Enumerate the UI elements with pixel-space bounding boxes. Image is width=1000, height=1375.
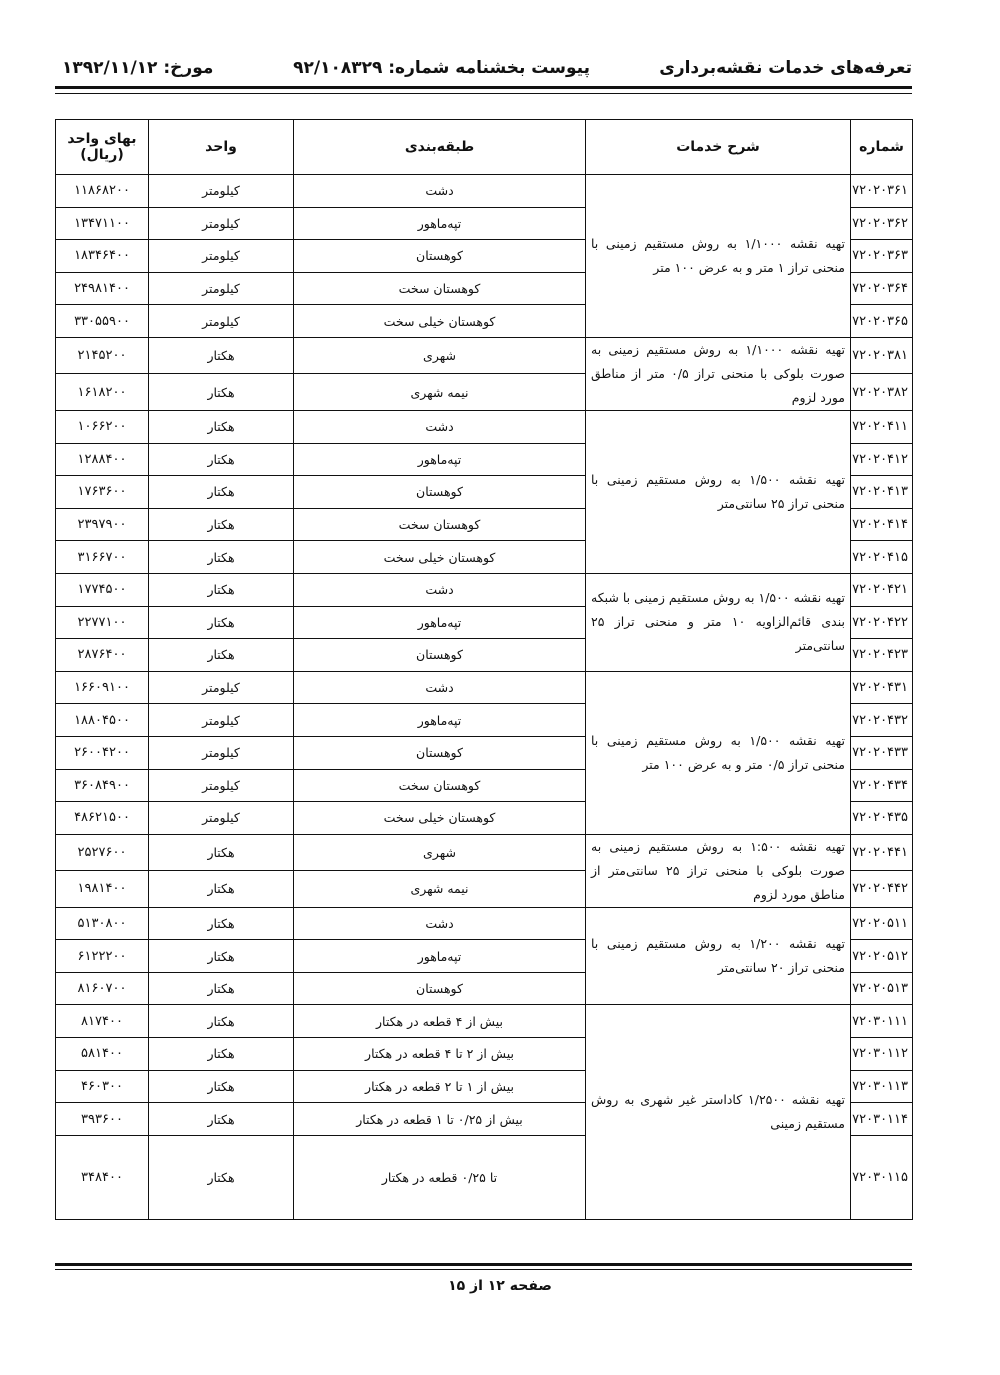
header-rule-thin <box>55 93 912 94</box>
unit-cell: کیلومتر <box>149 272 294 305</box>
unit-price-cell: ۴۸۶۲۱۵۰۰ <box>56 802 149 835</box>
unit-price-cell: ۲۸۷۶۴۰۰ <box>56 639 149 672</box>
unit-cell: هکتار <box>149 573 294 606</box>
service-description: تهیه نقشه ۱/۵۰۰ به روش مستقیم زمینی با منحنی تراز ۲۵ سانتی‌متر <box>586 410 851 573</box>
column-header-category: طبقه‌بندی <box>294 120 586 175</box>
unit-cell: هکتار <box>149 606 294 639</box>
unit-cell: هکتار <box>149 1005 294 1038</box>
category-cell: کوهستان سخت <box>294 508 586 541</box>
table-row <box>56 337 913 374</box>
service-code: ۷۲۰۲۰۴۱۱ <box>851 410 913 443</box>
unit-price-cell: ۵۱۳۰۸۰۰ <box>56 907 149 940</box>
footer-rule-thin <box>55 1269 912 1270</box>
table-row <box>56 410 913 443</box>
unit-price-cell: ۸۱۶۰۷۰۰ <box>56 972 149 1005</box>
unit-price-cell: ۲۱۴۵۲۰۰ <box>56 337 149 374</box>
unit-price-cell: ۴۶۰۳۰۰ <box>56 1070 149 1103</box>
unit-price-cell: ۳۱۶۶۷۰۰ <box>56 541 149 574</box>
unit-cell: هکتار <box>149 508 294 541</box>
service-code: ۷۲۰۳۰۱۱۳ <box>851 1070 913 1103</box>
service-description: تهیه نقشه ۱:۵۰۰ به روش مستقیم زمینی به صورت بلوکی با منحنی تراز ۲۵ سانتی‌متر از مناطق مورد لزوم <box>586 834 851 907</box>
category-cell: تپه‌ماهور <box>294 606 586 639</box>
column-header-price: بهای واحد (ریال) <box>56 120 149 175</box>
unit-cell: هکتار <box>149 871 294 908</box>
unit-price-cell: ۱۳۴۷۱۱۰۰ <box>56 207 149 240</box>
service-code: ۷۲۰۲۰۴۳۵ <box>851 802 913 835</box>
service-description: تهیه نقشه ۱/۲۰۰ به روش مستقیم زمینی با منحنی تراز ۲۰ سانتی‌متر <box>586 907 851 1005</box>
table-header-row <box>56 120 913 175</box>
category-cell: نیمه شهری <box>294 871 586 908</box>
service-code: ۷۲۰۲۰۴۲۳ <box>851 639 913 672</box>
category-cell: دشت <box>294 907 586 940</box>
table-row <box>56 175 913 208</box>
category-cell: بیش از ۱ تا ۲ قطعه در هکتار <box>294 1070 586 1103</box>
unit-cell: هکتار <box>149 1103 294 1136</box>
unit-price-cell: ۱۶۱۸۲۰۰ <box>56 374 149 411</box>
unit-cell: کیلومتر <box>149 671 294 704</box>
category-cell: تپه‌ماهور <box>294 443 586 476</box>
unit-cell: هکتار <box>149 940 294 973</box>
service-code: ۷۲۰۲۰۴۳۱ <box>851 671 913 704</box>
unit-price-cell: ۱۱۸۶۸۲۰۰ <box>56 175 149 208</box>
unit-cell: هکتار <box>149 834 294 871</box>
service-description: تهیه نقشه ۱/۵۰۰ به روش مستقیم زمینی با منحنی تراز ۰/۵ متر و به عرض ۱۰۰ متر <box>586 671 851 834</box>
category-cell: بیش از ۲ تا ۴ قطعه در هکتار <box>294 1038 586 1071</box>
unit-price-cell: ۱۷۶۳۶۰۰ <box>56 476 149 509</box>
unit-cell: هکتار <box>149 374 294 411</box>
unit-cell: هکتار <box>149 410 294 443</box>
category-cell: دشت <box>294 175 586 208</box>
category-cell: نیمه شهری <box>294 374 586 411</box>
service-description: تهیه نقشه ۱/۱۰۰۰ به روش مستقیم زمینی با منحنی تراز ۱ متر و به عرض ۱۰۰ متر <box>586 175 851 338</box>
service-code: ۷۲۰۲۰۴۳۴ <box>851 769 913 802</box>
service-code: ۷۲۰۳۰۱۱۴ <box>851 1103 913 1136</box>
service-description: تهیه نقشه ۱/۱۰۰۰ به روش مستقیم زمینی به صورت بلوکی با منحنی تراز ۰/۵ متر از مناطق مورد لزوم <box>586 337 851 410</box>
category-cell: تپه‌ماهور <box>294 704 586 737</box>
unit-cell: کیلومتر <box>149 240 294 273</box>
unit-cell: هکتار <box>149 1038 294 1071</box>
page-number: صفحه ۱۲ از ۱۵ <box>448 1278 552 1294</box>
unit-cell: کیلومتر <box>149 802 294 835</box>
unit-price-cell: ۳۳۰۵۵۹۰۰ <box>56 305 149 338</box>
category-cell: کوهستان <box>294 972 586 1005</box>
unit-price-cell: ۲۳۹۷۹۰۰ <box>56 508 149 541</box>
table-row <box>56 907 913 940</box>
service-code: ۷۲۰۲۰۳۶۱ <box>851 175 913 208</box>
column-header-description: شرح خدمات <box>586 120 851 175</box>
service-code: ۷۲۰۲۰۴۳۲ <box>851 704 913 737</box>
unit-cell: هکتار <box>149 972 294 1005</box>
service-code: ۷۲۰۲۰۴۲۱ <box>851 573 913 606</box>
unit-cell: هکتار <box>149 476 294 509</box>
service-code: ۷۲۰۳۰۱۱۲ <box>851 1038 913 1071</box>
category-cell: بیش از ۰/۲۵ تا ۱ قطعه در هکتار <box>294 1103 586 1136</box>
tariff-table <box>55 119 913 1220</box>
unit-price-cell: ۲۲۷۷۱۰۰ <box>56 606 149 639</box>
circular-number: پیوست بخشنامه شماره: ۹۲/۱۰۸۳۲۹ <box>293 58 590 78</box>
unit-cell: کیلومتر <box>149 704 294 737</box>
unit-cell: هکتار <box>149 907 294 940</box>
unit-price-cell: ۱۲۸۸۴۰۰ <box>56 443 149 476</box>
unit-price-cell: ۱۸۸۰۴۵۰۰ <box>56 704 149 737</box>
unit-cell: هکتار <box>149 443 294 476</box>
category-cell: کوهستان <box>294 476 586 509</box>
category-cell: شهری <box>294 337 586 374</box>
unit-cell: هکتار <box>149 1135 294 1219</box>
category-cell: کوهستان سخت <box>294 272 586 305</box>
service-code: ۷۲۰۲۰۵۱۳ <box>851 972 913 1005</box>
unit-cell: کیلومتر <box>149 305 294 338</box>
category-cell: کوهستان <box>294 736 586 769</box>
category-cell: بیش از ۴ قطعه در هکتار <box>294 1005 586 1038</box>
column-header-code: شماره <box>851 120 913 175</box>
category-cell: دشت <box>294 671 586 704</box>
category-cell: تپه‌ماهور <box>294 940 586 973</box>
table-row <box>56 1005 913 1038</box>
service-code: ۷۲۰۳۰۱۱۱ <box>851 1005 913 1038</box>
unit-cell: هکتار <box>149 639 294 672</box>
service-description: تهیه نقشه ۱/۵۰۰ به روش مستقیم زمینی با شبکه بندی قائم‌الزاویه ۱۰ متر و منحنی تراز ۲۵ سانتی‌متر <box>586 573 851 671</box>
unit-price-cell: ۳۴۸۴۰۰ <box>56 1135 149 1219</box>
unit-price-cell: ۱۶۶۰۹۱۰۰ <box>56 671 149 704</box>
unit-price-cell: ۶۱۲۲۲۰۰ <box>56 940 149 973</box>
header-rule-thick <box>55 86 912 89</box>
unit-price-cell: ۳۶۰۸۴۹۰۰ <box>56 769 149 802</box>
service-code: ۷۲۰۲۰۴۲۲ <box>851 606 913 639</box>
service-code: ۷۲۰۲۰۴۴۱ <box>851 834 913 871</box>
document-title: تعرفه‌های خدمات نقشه‌برداری <box>659 58 912 78</box>
unit-cell: کیلومتر <box>149 175 294 208</box>
service-code: ۷۲۰۲۰۴۱۳ <box>851 476 913 509</box>
service-code: ۷۲۰۲۰۳۶۲ <box>851 207 913 240</box>
service-code: ۷۲۰۲۰۳۸۱ <box>851 337 913 374</box>
service-code: ۷۲۰۲۰۳۶۳ <box>851 240 913 273</box>
category-cell: کوهستان خیلی سخت <box>294 541 586 574</box>
category-cell: تا ۰/۲۵ قطعه در هکتار <box>294 1135 586 1219</box>
table-row <box>56 671 913 704</box>
unit-cell: کیلومتر <box>149 736 294 769</box>
unit-cell: هکتار <box>149 1070 294 1103</box>
service-code: ۷۲۰۲۰۴۴۲ <box>851 871 913 908</box>
service-code: ۷۲۰۲۰۴۱۵ <box>851 541 913 574</box>
service-code: ۷۲۰۲۰۴۱۲ <box>851 443 913 476</box>
service-code: ۷۲۰۲۰۵۱۱ <box>851 907 913 940</box>
unit-price-cell: ۱۸۳۴۶۴۰۰ <box>56 240 149 273</box>
unit-cell: هکتار <box>149 541 294 574</box>
table-row <box>56 834 913 871</box>
category-cell: کوهستان خیلی سخت <box>294 802 586 835</box>
service-code: ۷۲۰۲۰۴۱۴ <box>851 508 913 541</box>
unit-price-cell: ۱۷۷۴۵۰۰ <box>56 573 149 606</box>
category-cell: کوهستان خیلی سخت <box>294 305 586 338</box>
category-cell: کوهستان <box>294 240 586 273</box>
unit-cell: کیلومتر <box>149 207 294 240</box>
service-code: ۷۲۰۲۰۳۸۲ <box>851 374 913 411</box>
service-code: ۷۲۰۲۰۵۱۲ <box>851 940 913 973</box>
category-cell: کوهستان <box>294 639 586 672</box>
unit-price-cell: ۱۹۸۱۴۰۰ <box>56 871 149 908</box>
category-cell: تپه‌ماهور <box>294 207 586 240</box>
table-body <box>56 175 913 1220</box>
category-cell: دشت <box>294 573 586 606</box>
service-code: ۷۲۰۲۰۴۳۳ <box>851 736 913 769</box>
document-date: مورخ: ۱۳۹۲/۱۱/۱۲ <box>62 58 214 78</box>
unit-price-cell: ۲۴۹۸۱۴۰۰ <box>56 272 149 305</box>
service-code: ۷۲۰۲۰۳۶۴ <box>851 272 913 305</box>
category-cell: دشت <box>294 410 586 443</box>
column-header-unit: واحد <box>149 120 294 175</box>
unit-price-cell: ۸۱۷۴۰۰ <box>56 1005 149 1038</box>
service-description: تهیه نقشه ۱/۲۵۰۰ کاداستر غیر شهری به روش مستقیم زمینی <box>586 1005 851 1219</box>
unit-cell: هکتار <box>149 337 294 374</box>
table-row <box>56 573 913 606</box>
category-cell: شهری <box>294 834 586 871</box>
unit-price-cell: ۲۵۲۷۶۰۰ <box>56 834 149 871</box>
service-code: ۷۲۰۳۰۱۱۵ <box>851 1135 913 1219</box>
unit-price-cell: ۲۶۰۰۴۲۰۰ <box>56 736 149 769</box>
service-code: ۷۲۰۲۰۳۶۵ <box>851 305 913 338</box>
category-cell: کوهستان سخت <box>294 769 586 802</box>
unit-price-cell: ۳۹۳۶۰۰ <box>56 1103 149 1136</box>
unit-price-cell: ۱۰۶۶۲۰۰ <box>56 410 149 443</box>
footer-rule-thick <box>55 1263 912 1266</box>
unit-cell: کیلومتر <box>149 769 294 802</box>
unit-price-cell: ۵۸۱۴۰۰ <box>56 1038 149 1071</box>
